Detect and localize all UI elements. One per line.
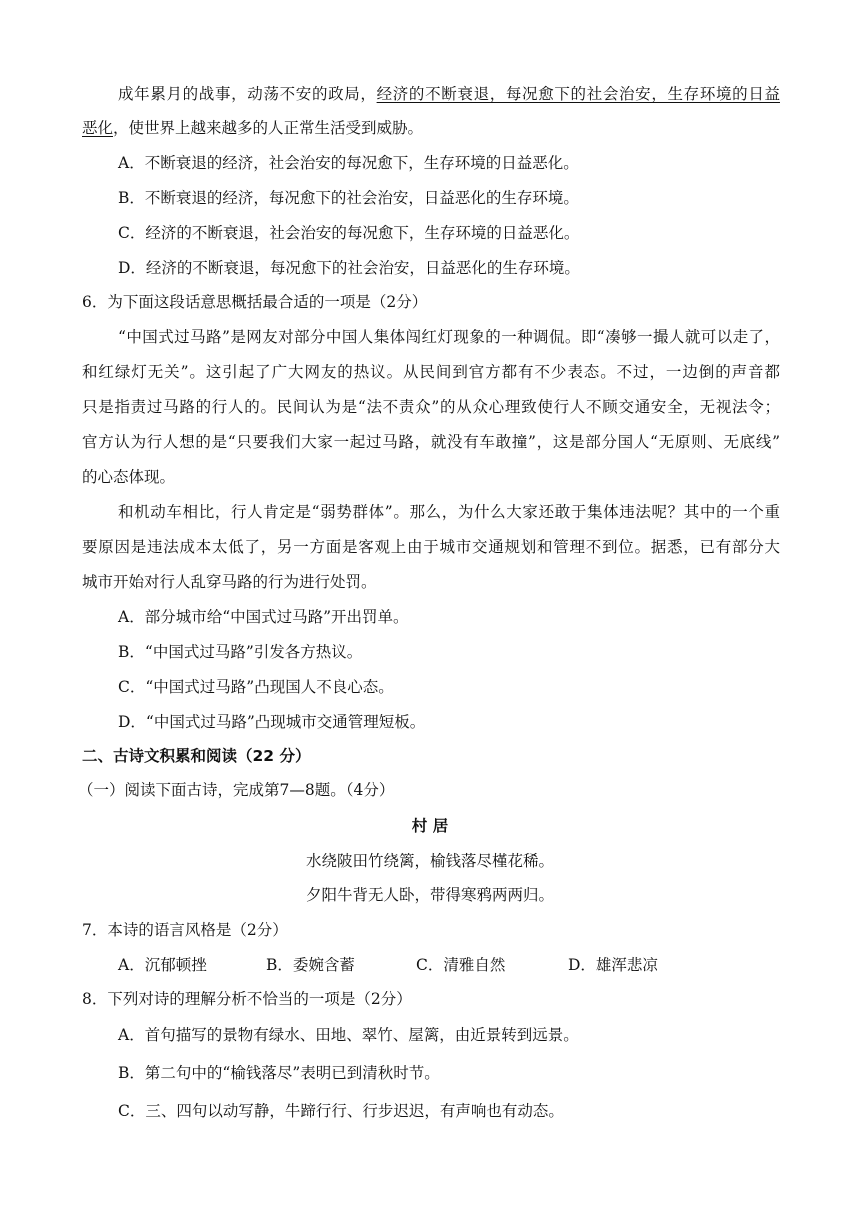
- q6-para2-line-2: 要原因是违法成本太低了，另一方面是客观上由于城市交通规划和管理不到位。据悉，已有部分大: [82, 538, 780, 556]
- q8-option-b[interactable]: B．第二句中的“榆钱落尽”表明已到清秋时节。: [118, 1064, 440, 1082]
- q6-para2-line-3: 城市开始对行人乱穿马路的行为进行处罚。: [82, 573, 377, 591]
- q5-option-c[interactable]: C．经济的不断衰退，社会治安的每况愈下，生存环境的日益恶化。: [118, 224, 580, 242]
- poem-title: 村 居: [411, 817, 449, 835]
- q8-option-a[interactable]: A．首句描写的景物有绿水、田地、翠竹、屋篱，由近景转到远景。: [118, 1026, 579, 1044]
- q8-option-c[interactable]: C．三、四句以动写静，牛蹄行行、行步迟迟，有声响也有动态。: [118, 1102, 564, 1120]
- q7-option-c[interactable]: C．清雅自然: [416, 956, 506, 974]
- q7-option-b[interactable]: B．委婉含蓄: [266, 956, 355, 974]
- q5-stem-line-1: [82, 84, 780, 104]
- q6-para1-line-4: 官方认为行人想的是“只要我们大家一起过马路，就没有车敢撞”，这是部分国人“无原则、无底线”: [82, 433, 780, 451]
- q5-underlined-text-end: 恶化: [82, 119, 114, 137]
- q5-stem-line-2: [82, 118, 423, 138]
- q5-option-d[interactable]: D．经济的不断衰退，每况愈下的社会治安，日益恶化的生存环境。: [118, 259, 580, 277]
- q7-option-a[interactable]: A．沉郁顿挫: [118, 956, 207, 974]
- q6-para1-line-5: 的心态体现。: [82, 468, 176, 486]
- q6-stem: 6．为下面这段话意思概括最合适的一项是（2分）: [82, 293, 428, 311]
- section-heading: 二、古诗文积累和阅读（22 分）: [82, 747, 311, 765]
- q6-option-b[interactable]: B．“中国式过马路”引发各方热议。: [118, 643, 363, 661]
- q5-option-a[interactable]: A．不断衰退的经济，社会治安的每况愈下，生存环境的日益恶化。: [118, 154, 579, 172]
- q7-option-d[interactable]: D．雄浑悲凉: [568, 956, 658, 974]
- q5-stem-text: 成年累月的战事，动荡不安的政局，: [118, 85, 377, 103]
- q6-para1-line-2: 和红绿灯无关”。这引起了广大网友的热议。从民间到官方都有不少表态。不过，一边倒的声音都: [82, 363, 780, 381]
- q5-option-b[interactable]: B．不断衰退的经济，每况愈下的社会治安，日益恶化的生存环境。: [118, 189, 579, 207]
- q6-option-c[interactable]: C．“中国式过马路”凸现国人不良心态。: [118, 678, 394, 696]
- poem-line-2: 夕阳牛背无人卧，带得寒鸦两两归。: [305, 886, 554, 904]
- q5-stem-text-end: ，使世界上越来越多的人正常生活受到威胁。: [113, 119, 424, 137]
- q6-option-d[interactable]: D．“中国式过马路”凸现城市交通管理短板。: [118, 713, 426, 731]
- q6-para1-line-1: “中国式过马路”是网友对部分中国人集体闯红灯现象的一种调侃。即“凑够一撮人就可以走了，: [118, 328, 780, 346]
- q6-para1-line-3: 只是指责过马路的行人的。民间认为是“法不责众”的从众心理致使行人不顾交通安全，无视法令；: [82, 398, 780, 416]
- q5-underlined-text: 经济的不断衰退，每况愈下的社会治安，生存环境的日益: [376, 85, 780, 103]
- q8-stem: 8．下列对诗的理解分析不恰当的一项是（2分）: [82, 990, 412, 1008]
- q6-option-a[interactable]: A．部分城市给“中国式过马路”开出罚单。: [118, 608, 409, 626]
- subsection-heading: （一）阅读下面古诗，完成第7—8题。（4分）: [78, 781, 395, 799]
- q6-para2-line-1: 和机动车相比，行人肯定是“弱势群体”。那么，为什么大家还敢于集体违法呢？其中的一个重: [118, 503, 780, 521]
- q7-stem: 7．本诗的语言风格是（2分）: [82, 921, 288, 939]
- poem-line-1: 水绕陂田竹绕篱，榆钱落尽槿花稀。: [305, 852, 554, 870]
